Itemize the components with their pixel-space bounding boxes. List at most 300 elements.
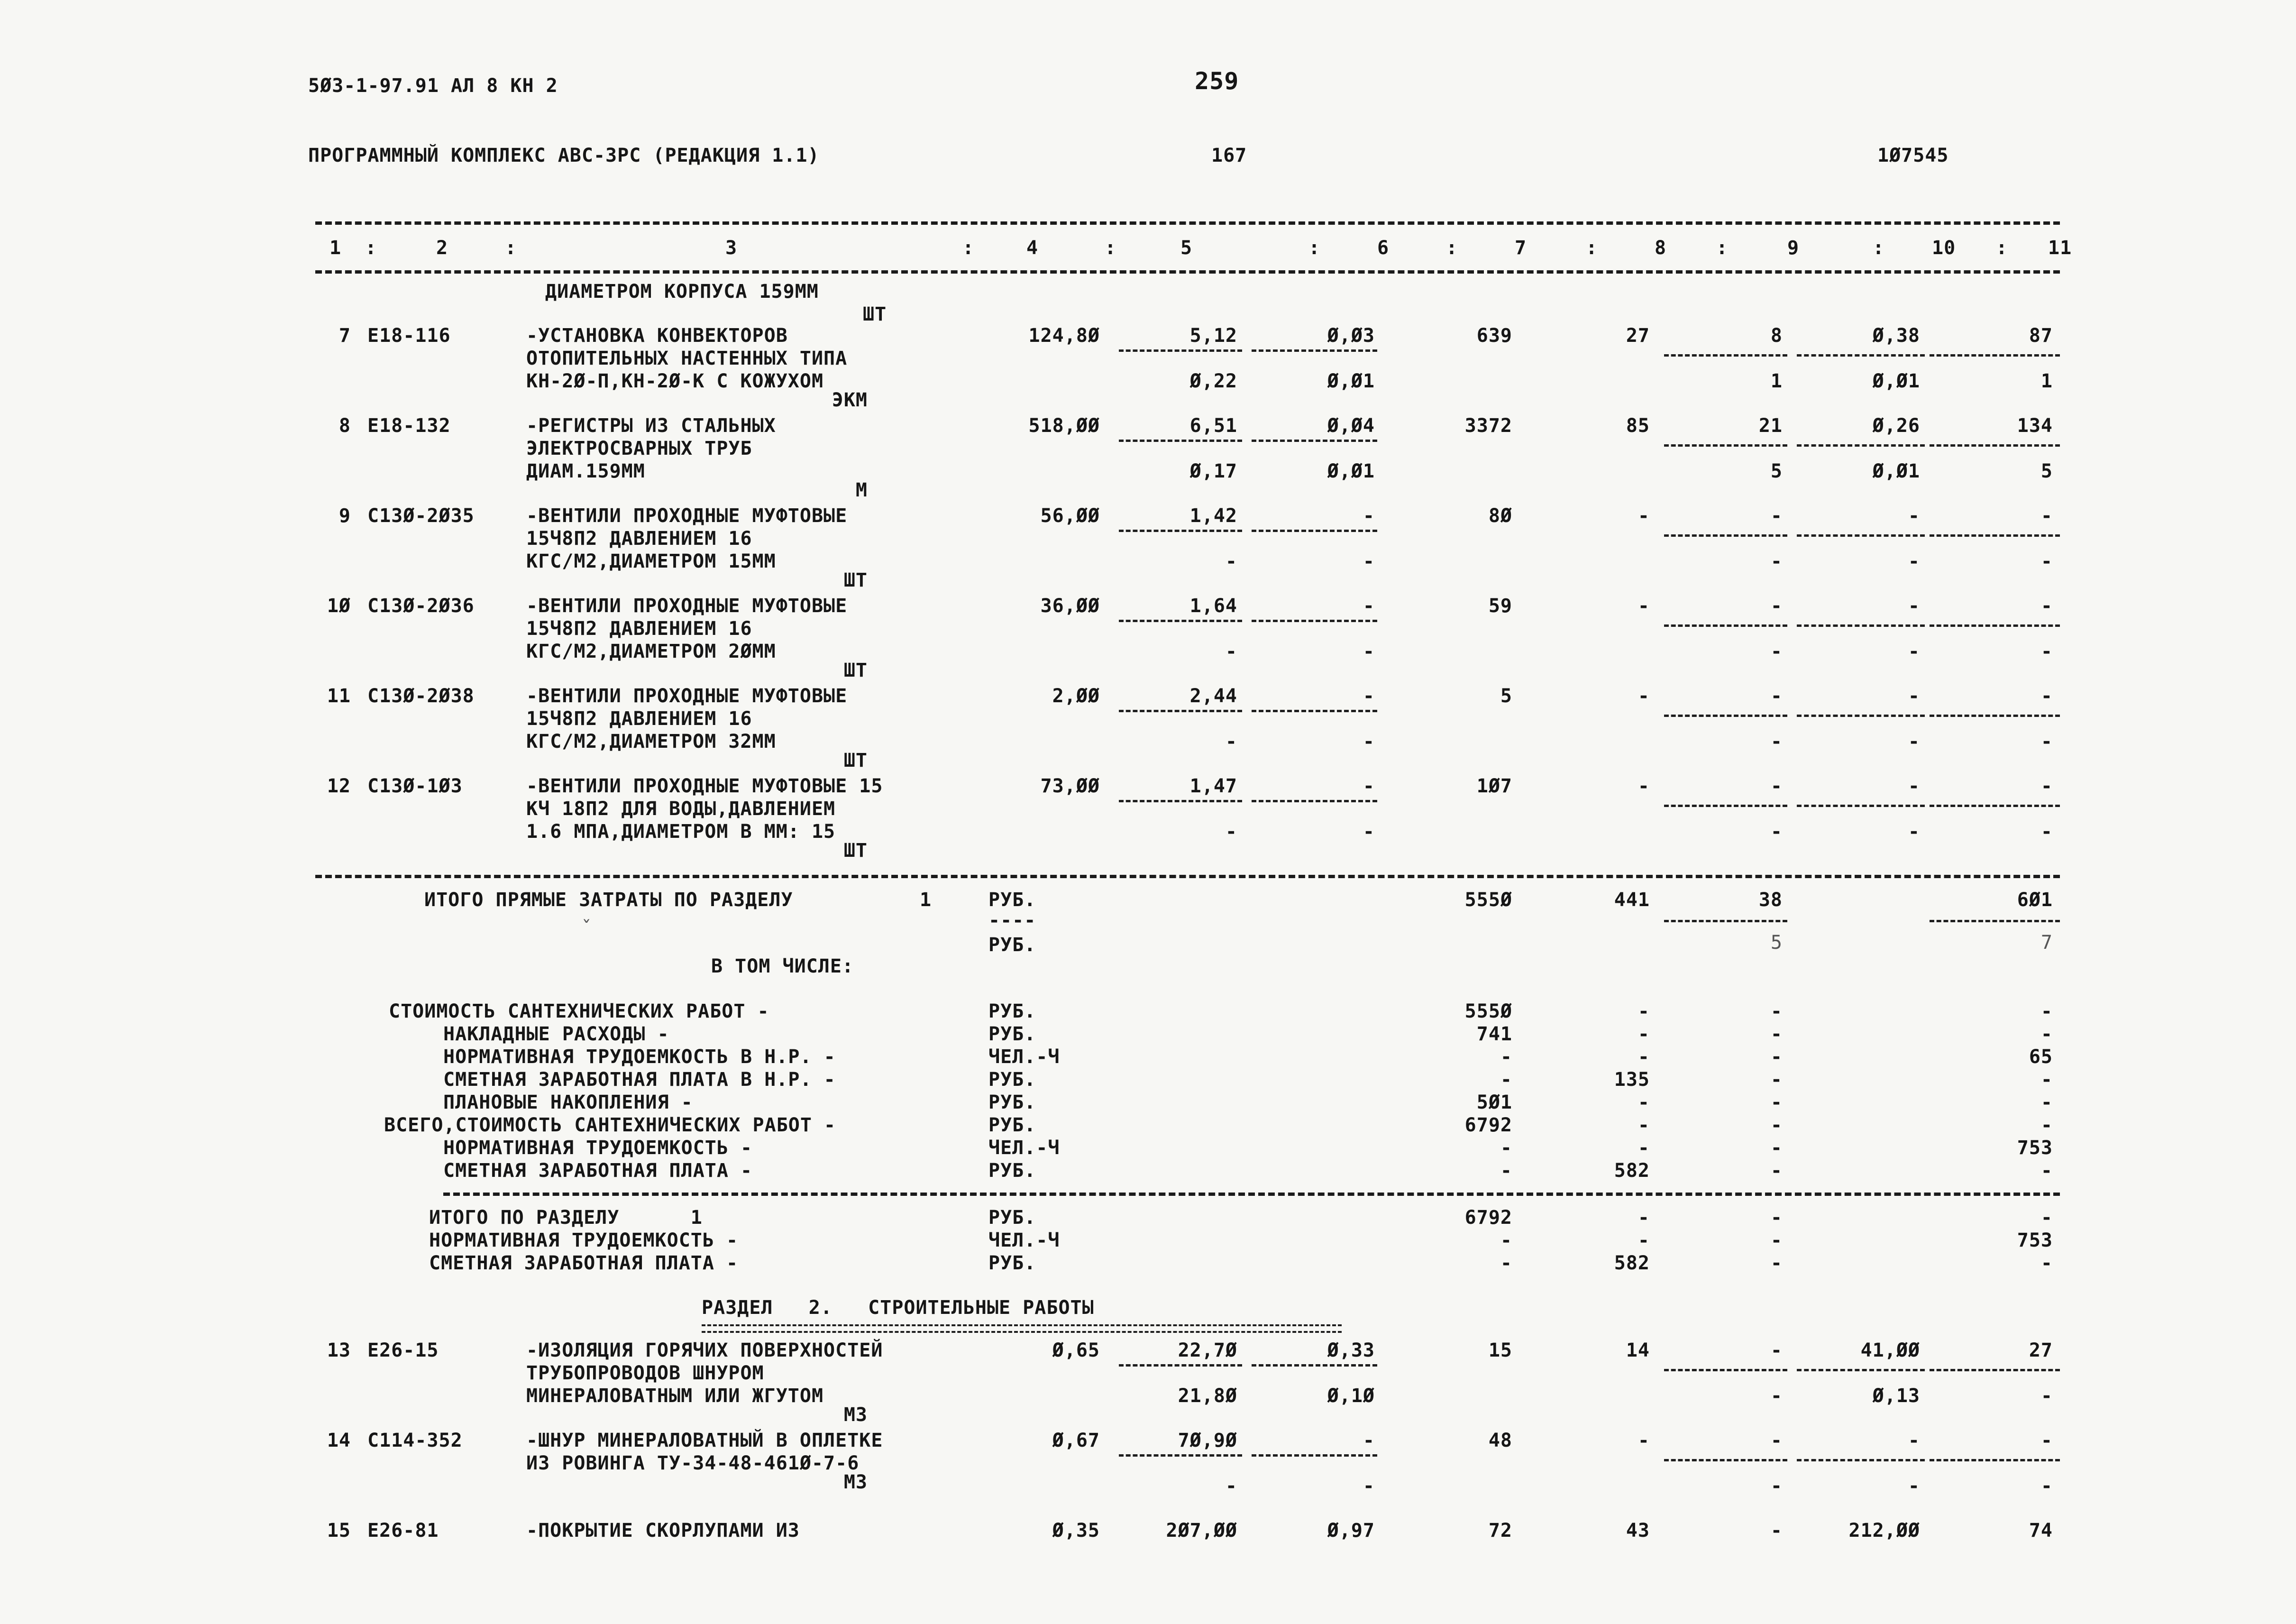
section-total-c8: - <box>1637 1207 1650 1229</box>
item-unit: М <box>855 479 868 501</box>
breakdown-label: СТОИМОСТЬ САНТЕХНИЧЕСКИХ РАБОТ - <box>389 1000 769 1022</box>
item-c8: 43 <box>1626 1520 1650 1541</box>
subtotal-rule <box>1664 624 1787 627</box>
direct-total-subrule <box>1930 920 2060 922</box>
item-number: 8 <box>338 415 351 437</box>
item-description: 15Ч8П2 ДАВЛЕНИЕМ 16 <box>526 528 752 550</box>
item-code: С13Ø-1Ø3 <box>367 775 463 797</box>
item-c6b: Ø,Ø1 <box>1327 370 1375 392</box>
breakdown-c11: - <box>2040 1000 2053 1022</box>
item-c10b: - <box>1908 731 1920 752</box>
section-2-title: РАЗДЕЛ 2. СТРОИТЕЛЬНЫЕ РАБОТЫ <box>702 1297 1094 1319</box>
item-c6: - <box>1363 1430 1375 1451</box>
item-c9b: - <box>1770 1475 1783 1497</box>
direct-total-unit-rule: ---- <box>988 909 1036 931</box>
item-c5b: - <box>1225 551 1237 572</box>
item-c5: 1,64 <box>1189 595 1237 617</box>
item-c6: Ø,Ø4 <box>1327 415 1375 437</box>
item-unit: ЭКМ <box>832 389 868 411</box>
item-description: -УСТАНОВКА КОНВЕКТОРОВ <box>526 325 788 347</box>
section-total-unit: РУБ. <box>988 1207 1036 1229</box>
item-number: 13 <box>327 1340 351 1361</box>
item-c5: 7Ø,9Ø <box>1178 1430 1237 1451</box>
direct-total-c8: 441 <box>1614 889 1650 911</box>
item-description: -ВЕНТИЛИ ПРОХОДНЫЕ МУФТОВЫЕ <box>526 685 848 707</box>
item-c7: 72 <box>1488 1520 1512 1541</box>
item-quantity: 36,ØØ <box>1040 595 1100 617</box>
subtotal-rule <box>1119 530 1242 532</box>
breakdown-c8: - <box>1637 1114 1650 1136</box>
column-header-8: 5 <box>1180 237 1193 259</box>
item-number: 15 <box>327 1520 351 1541</box>
item-c10: - <box>1908 775 1920 797</box>
subtotal-rule <box>1930 444 2060 447</box>
item-c6: Ø,Ø3 <box>1327 325 1375 347</box>
subtotal-rule <box>1930 805 2060 807</box>
item-c8: - <box>1637 505 1650 527</box>
item-c6b: - <box>1363 1475 1375 1497</box>
item-code: С13Ø-2Ø35 <box>367 505 475 527</box>
item-c6b: - <box>1363 821 1375 843</box>
item-c10b: Ø,13 <box>1872 1385 1920 1407</box>
item-c8: 27 <box>1626 325 1650 347</box>
item-c10b: Ø,Ø1 <box>1872 370 1920 392</box>
breakdown-c11: - <box>2040 1023 2053 1045</box>
item-description: ЭЛЕКТРОСВАРНЫХ ТРУБ <box>526 438 752 459</box>
item-code: Е18-116 <box>367 325 451 347</box>
item-c9: - <box>1770 595 1783 617</box>
breakdown-c11: 753 <box>2017 1137 2053 1159</box>
subtotal-rule <box>1797 715 1925 717</box>
item-description: -ВЕНТИЛИ ПРОХОДНЫЕ МУФТОВЫЕ 15 <box>526 775 883 797</box>
item-c7: 1Ø7 <box>1476 775 1512 797</box>
breakdown-c7: - <box>1500 1046 1512 1068</box>
breakdown-c11: - <box>2040 1069 2053 1091</box>
item-c9: 21 <box>1758 415 1783 437</box>
item-description: 15Ч8П2 ДАВЛЕНИЕМ 16 <box>526 708 752 730</box>
item-unit: ШТ <box>843 569 868 591</box>
item-description: МИНЕРАЛОВАТНЫМ ИЛИ ЖГУТОМ <box>526 1385 824 1407</box>
breakdown-c8: 135 <box>1614 1069 1650 1091</box>
item-c10: 41,ØØ <box>1860 1340 1920 1361</box>
subtotal-rule <box>1664 715 1787 717</box>
item-code: Е26-81 <box>367 1520 439 1541</box>
subtotal-rule <box>1252 800 1377 802</box>
breakdown-c9: - <box>1770 1114 1783 1136</box>
breakdown-unit: РУБ. <box>988 1092 1036 1113</box>
subtotal-rule <box>1664 805 1787 807</box>
breakdown-c11: - <box>2040 1092 2053 1113</box>
breakdown-unit: ЧЕЛ.-Ч <box>988 1137 1060 1159</box>
item-number: 14 <box>327 1430 351 1451</box>
item-number: 12 <box>327 775 351 797</box>
column-header-18: 10 <box>1932 237 1956 259</box>
breakdown-c9: - <box>1770 1160 1783 1182</box>
item-c7: 8Ø <box>1488 505 1512 527</box>
item-c6: Ø,97 <box>1327 1520 1375 1541</box>
subtotal-rule <box>1930 534 2060 537</box>
column-header-16: 9 <box>1787 237 1800 259</box>
item-c9: - <box>1770 505 1783 527</box>
section-total-c7: 6792 <box>1464 1207 1512 1229</box>
direct-total-rule <box>315 875 2060 878</box>
breakdown-c7: - <box>1500 1137 1512 1159</box>
subtotal-rule <box>1252 349 1377 352</box>
item-c5: 22,7Ø <box>1178 1340 1237 1361</box>
item-c11: - <box>2040 595 2053 617</box>
subtotal-rule <box>1664 1459 1787 1461</box>
subtotal-rule <box>1252 620 1377 622</box>
page-number: 259 <box>1195 67 1239 95</box>
subtotal-rule <box>1119 440 1242 442</box>
breakdown-label: НОРМАТИВНАЯ ТРУДОЕМКОСТЬ В Н.Р. - <box>443 1046 836 1068</box>
item-c7: 5 <box>1500 685 1512 707</box>
subtotal-rule <box>1930 624 2060 627</box>
including-heading: В ТОМ ЧИСЛЕ: <box>711 955 854 977</box>
item-c6b: - <box>1363 551 1375 572</box>
subtotal-rule <box>1252 1454 1377 1457</box>
breakdown-c11: 65 <box>2029 1046 2053 1068</box>
section-total-rule <box>443 1193 2060 1196</box>
item-unit: М3 <box>843 1404 868 1426</box>
item-c5b: Ø,17 <box>1189 460 1237 482</box>
column-header-20: 11 <box>2048 237 2072 259</box>
item-unit: ШТ <box>843 840 868 862</box>
continuation-text: ДИАМЕТРОМ КОРПУСА 159ММ <box>545 281 819 303</box>
breakdown-c7: 6792 <box>1464 1114 1512 1136</box>
item-c10: - <box>1908 595 1920 617</box>
item-description: -ВЕНТИЛИ ПРОХОДНЫЕ МУФТОВЫЕ <box>526 505 848 527</box>
item-c10b: Ø,Ø1 <box>1872 460 1920 482</box>
breakdown-c7: - <box>1500 1069 1512 1091</box>
item-c9b: - <box>1770 1385 1783 1407</box>
subtotal-rule <box>1797 1459 1925 1461</box>
item-c10: - <box>1908 505 1920 527</box>
column-header-12: 7 <box>1515 237 1527 259</box>
section-total-c9: - <box>1770 1207 1783 1229</box>
item-c9b: - <box>1770 821 1783 843</box>
item-description: -ВЕНТИЛИ ПРОХОДНЫЕ МУФТОВЫЕ <box>526 595 848 617</box>
breakdown-c9: - <box>1770 1092 1783 1113</box>
item-c6: - <box>1363 685 1375 707</box>
column-header-3: : <box>505 237 517 259</box>
breakdown-c8: 582 <box>1614 1160 1650 1182</box>
doc-code: 5Ø3-1-97.91 АЛ 8 КН 2 <box>308 75 558 97</box>
item-c10b: - <box>1908 821 1920 843</box>
item-c7: 48 <box>1488 1430 1512 1451</box>
subtotal-rule <box>1252 530 1377 532</box>
item-description: КЧ 18П2 ДЛЯ ВОДЫ,ДАВЛЕНИЕМ <box>526 798 836 820</box>
item-description: ИЗ РОВИНГА ТУ-34-48-461Ø-7-6 <box>526 1452 860 1474</box>
item-c5: 2,44 <box>1189 685 1237 707</box>
section-total-c7: - <box>1500 1229 1512 1251</box>
item-c9: - <box>1770 775 1783 797</box>
item-c10: - <box>1908 685 1920 707</box>
breakdown-c7: 555Ø <box>1464 1000 1512 1022</box>
item-c11: - <box>2040 505 2053 527</box>
item-c10b: - <box>1908 551 1920 572</box>
column-header-14: 8 <box>1655 237 1667 259</box>
item-c9b: - <box>1770 551 1783 572</box>
item-c5b: - <box>1225 731 1237 752</box>
item-quantity: 2,ØØ <box>1052 685 1100 707</box>
direct-total-c9: 38 <box>1758 889 1783 911</box>
direct-total-section: 1 <box>920 889 932 911</box>
item-unit: ШТ <box>843 660 868 681</box>
subtotal-rule <box>1119 800 1242 802</box>
column-header-15: : <box>1716 237 1729 259</box>
direct-total-unit-2: РУБ. <box>988 934 1036 956</box>
section-total-label: СМЕТНАЯ ЗАРАБОТНАЯ ПЛАТА - <box>429 1252 739 1274</box>
breakdown-label: НОРМАТИВНАЯ ТРУДОЕМКОСТЬ - <box>443 1137 753 1159</box>
direct-total-c9b: 5 <box>1770 932 1783 954</box>
subtotal-rule <box>1664 444 1787 447</box>
item-c11b: - <box>2040 641 2053 662</box>
item-c9b: - <box>1770 641 1783 662</box>
column-header-7: : <box>1105 237 1117 259</box>
item-description: -ИЗОЛЯЦИЯ ГОРЯЧИХ ПОВЕРХНОСТЕЙ <box>526 1340 883 1361</box>
item-description: КГС/М2,ДИАМЕТРОМ 2ØММ <box>526 641 776 662</box>
breakdown-c9: - <box>1770 1000 1783 1022</box>
item-c9b: 5 <box>1770 460 1783 482</box>
column-header-10: 6 <box>1377 237 1390 259</box>
item-code: Е18-132 <box>367 415 451 437</box>
breakdown-c9: - <box>1770 1069 1783 1091</box>
item-c5b: - <box>1225 821 1237 843</box>
header-rule-top <box>315 221 2060 225</box>
item-code: Е26-15 <box>367 1340 439 1361</box>
item-c11: 87 <box>2029 325 2053 347</box>
subtotal-rule <box>1119 1454 1242 1457</box>
section-total-c7: - <box>1500 1252 1512 1274</box>
item-quantity: 56,ØØ <box>1040 505 1100 527</box>
item-c10: Ø,26 <box>1872 415 1920 437</box>
item-c11b: - <box>2040 731 2053 752</box>
direct-total-c11: 6Ø1 <box>2017 889 2053 911</box>
item-quantity: 518,ØØ <box>1028 415 1100 437</box>
breakdown-label: НАКЛАДНЫЕ РАСХОДЫ - <box>443 1023 669 1045</box>
breakdown-label: ВСЕГО,СТОИМОСТЬ САНТЕХНИЧЕСКИХ РАБОТ - <box>384 1114 836 1136</box>
item-c9: - <box>1770 1520 1783 1541</box>
item-c8: - <box>1637 685 1650 707</box>
subtotal-rule <box>1930 1369 2060 1371</box>
subtotal-rule <box>1797 1369 1925 1371</box>
breakdown-c8: - <box>1637 1137 1650 1159</box>
item-c11: 134 <box>2017 415 2053 437</box>
breakdown-unit: РУБ. <box>988 1023 1036 1045</box>
item-c9: - <box>1770 1430 1783 1451</box>
item-unit: М3 <box>843 1471 868 1493</box>
breakdown-c8: - <box>1637 1092 1650 1113</box>
subtotal-rule <box>1252 440 1377 442</box>
item-c11: - <box>2040 775 2053 797</box>
item-c9: 8 <box>1770 325 1783 347</box>
document-code: 1Ø7545 <box>1877 145 1949 166</box>
section-total-c11: - <box>2040 1252 2053 1274</box>
subtotal-rule <box>1930 354 2060 357</box>
subtotal-rule <box>1119 1364 1242 1367</box>
item-quantity: 124,8Ø <box>1028 325 1100 347</box>
section-total-c11: 753 <box>2017 1229 2053 1251</box>
item-quantity: Ø,67 <box>1052 1430 1100 1451</box>
item-c6: - <box>1363 505 1375 527</box>
item-c11: 27 <box>2029 1340 2053 1361</box>
item-c5: 1,47 <box>1189 775 1237 797</box>
item-code: С13Ø-2Ø38 <box>367 685 475 707</box>
continuation-unit: ШТ <box>863 303 887 325</box>
section-total-c11: - <box>2040 1207 2053 1229</box>
column-header-19: : <box>1996 237 2008 259</box>
item-description: КГС/М2,ДИАМЕТРОМ 32ММ <box>526 731 776 752</box>
item-c11: - <box>2040 685 2053 707</box>
item-c6b: Ø,1Ø <box>1327 1385 1375 1407</box>
section-2-underline <box>702 1324 1342 1333</box>
item-c6b: - <box>1363 641 1375 662</box>
program-name: ПРОГРАММНЫЙ КОМПЛЕКС АВС-3РС (РЕДАКЦИЯ 1.1) <box>308 145 820 166</box>
breakdown-c9: - <box>1770 1137 1783 1159</box>
subtotal-rule <box>1797 354 1925 357</box>
item-c6: Ø,33 <box>1327 1340 1375 1361</box>
item-c5b: - <box>1225 641 1237 662</box>
item-c6b: - <box>1363 731 1375 752</box>
section-total-label: ИТОГО ПО РАЗДЕЛУ 1 <box>429 1207 703 1229</box>
item-c10: 212,ØØ <box>1848 1520 1920 1541</box>
item-c9b: - <box>1770 731 1783 752</box>
item-number: 1Ø <box>327 595 351 617</box>
column-header-13: : <box>1586 237 1598 259</box>
subtotal-rule <box>1252 1364 1377 1367</box>
direct-total-c7: 555Ø <box>1464 889 1512 911</box>
column-header-5: : <box>962 237 975 259</box>
item-description: -ПОКРЫТИЕ СКОРЛУПАМИ ИЗ <box>526 1520 800 1541</box>
section-total-c9: - <box>1770 1229 1783 1251</box>
breakdown-label: ПЛАНОВЫЕ НАКОПЛЕНИЯ - <box>443 1092 693 1113</box>
item-number: 11 <box>327 685 351 707</box>
item-description: ОТОПИТЕЛЬНЫХ НАСТЕННЫХ ТИПА <box>526 348 848 369</box>
breakdown-c7: 741 <box>1476 1023 1512 1045</box>
breakdown-c7: - <box>1500 1160 1512 1182</box>
column-header-17: : <box>1873 237 1885 259</box>
item-number: 7 <box>338 325 351 347</box>
breakdown-c8: - <box>1637 1023 1650 1045</box>
item-c8: - <box>1637 775 1650 797</box>
item-description: КН-2Ø-П,КН-2Ø-К С КОЖУХОМ <box>526 370 824 392</box>
item-c7: 3372 <box>1464 415 1512 437</box>
subtotal-rule <box>1797 805 1925 807</box>
item-c8: - <box>1637 595 1650 617</box>
section-total-c9: - <box>1770 1252 1783 1274</box>
item-c8: 14 <box>1626 1340 1650 1361</box>
stray-mark: ˇ <box>581 918 593 939</box>
item-code: С114-352 <box>367 1430 463 1451</box>
item-c7: 59 <box>1488 595 1512 617</box>
breakdown-c7: 5Ø1 <box>1476 1092 1512 1113</box>
subtotal-rule <box>1252 710 1377 712</box>
column-header-1: : <box>365 237 377 259</box>
item-description: -РЕГИСТРЫ ИЗ СТАЛЬНЫХ <box>526 415 776 437</box>
breakdown-unit: РУБ. <box>988 1069 1036 1091</box>
breakdown-label: СМЕТНАЯ ЗАРАБОТНАЯ ПЛАТА - <box>443 1160 753 1182</box>
item-c10: Ø,38 <box>1872 325 1920 347</box>
item-c11b: - <box>2040 821 2053 843</box>
item-c6b: Ø,Ø1 <box>1327 460 1375 482</box>
item-c8: - <box>1637 1430 1650 1451</box>
breakdown-c11: - <box>2040 1160 2053 1182</box>
breakdown-c8: - <box>1637 1046 1650 1068</box>
direct-total-unit: РУБ. <box>988 889 1036 911</box>
item-description: ДИАМ.159ММ <box>526 460 645 482</box>
breakdown-unit: ЧЕЛ.-Ч <box>988 1046 1060 1068</box>
item-description: КГС/М2,ДИАМЕТРОМ 15ММ <box>526 551 776 572</box>
subtotal-rule <box>1930 715 2060 717</box>
column-header-11: : <box>1446 237 1458 259</box>
item-c9: - <box>1770 1340 1783 1361</box>
breakdown-unit: РУБ. <box>988 1114 1036 1136</box>
subtotal-rule <box>1797 624 1925 627</box>
column-header-0: 1 <box>329 237 342 259</box>
item-quantity: Ø,35 <box>1052 1520 1100 1541</box>
subtotal-rule <box>1664 534 1787 537</box>
item-description: ТРУБОПРОВОДОВ ШНУРОМ <box>526 1362 764 1384</box>
breakdown-c11: - <box>2040 1114 2053 1136</box>
item-c5b: 21,8Ø <box>1178 1385 1237 1407</box>
item-c11: 74 <box>2029 1520 2053 1541</box>
direct-total-c11b: 7 <box>2040 932 2053 954</box>
breakdown-label: СМЕТНАЯ ЗАРАБОТНАЯ ПЛАТА В Н.Р. - <box>443 1069 836 1091</box>
subtotal-rule <box>1119 349 1242 352</box>
section-total-c8: - <box>1637 1229 1650 1251</box>
item-c11: - <box>2040 1430 2053 1451</box>
subtotal-rule <box>1930 1459 2060 1461</box>
header-rule-bottom <box>315 270 2060 274</box>
column-header-6: 4 <box>1026 237 1039 259</box>
item-c9: - <box>1770 685 1783 707</box>
item-quantity: 73,ØØ <box>1040 775 1100 797</box>
item-description: 1.6 МПА,ДИАМЕТРОМ В ММ: 15 <box>526 821 836 843</box>
item-c9b: 1 <box>1770 370 1783 392</box>
item-c7: 639 <box>1476 325 1512 347</box>
subtotal-rule <box>1797 534 1925 537</box>
item-c6: - <box>1363 595 1375 617</box>
subtotal-rule <box>1664 1369 1787 1371</box>
item-c11b: - <box>2040 1385 2053 1407</box>
breakdown-unit: РУБ. <box>988 1000 1036 1022</box>
item-number: 9 <box>338 505 351 527</box>
item-unit: ШТ <box>843 750 868 771</box>
item-description: 15Ч8П2 ДАВЛЕНИЕМ 16 <box>526 618 752 640</box>
column-header-4: 3 <box>725 237 738 259</box>
item-c11b: - <box>2040 551 2053 572</box>
item-c5b: - <box>1225 1475 1237 1497</box>
item-c6: - <box>1363 775 1375 797</box>
column-header-9: : <box>1308 237 1321 259</box>
item-c10b: - <box>1908 641 1920 662</box>
item-description: -ШНУР МИНЕРАЛОВАТНЫЙ В ОПЛЕТКЕ <box>526 1430 883 1451</box>
subtotal-rule <box>1119 710 1242 712</box>
column-header-2: 2 <box>436 237 448 259</box>
item-quantity: Ø,65 <box>1052 1340 1100 1361</box>
item-c5b: Ø,22 <box>1189 370 1237 392</box>
section-total-c8: 582 <box>1614 1252 1650 1274</box>
subtotal-rule <box>1664 354 1787 357</box>
item-c10: - <box>1908 1430 1920 1451</box>
item-c5: 2Ø7,ØØ <box>1166 1520 1237 1541</box>
subtotal-rule <box>1119 620 1242 622</box>
item-c5: 5,12 <box>1189 325 1237 347</box>
breakdown-c8: - <box>1637 1000 1650 1022</box>
direct-total-label: ИТОГО ПРЯМЫЕ ЗАТРАТЫ ПО РАЗДЕЛУ <box>424 889 793 911</box>
sheet-number: 167 <box>1211 145 1247 166</box>
